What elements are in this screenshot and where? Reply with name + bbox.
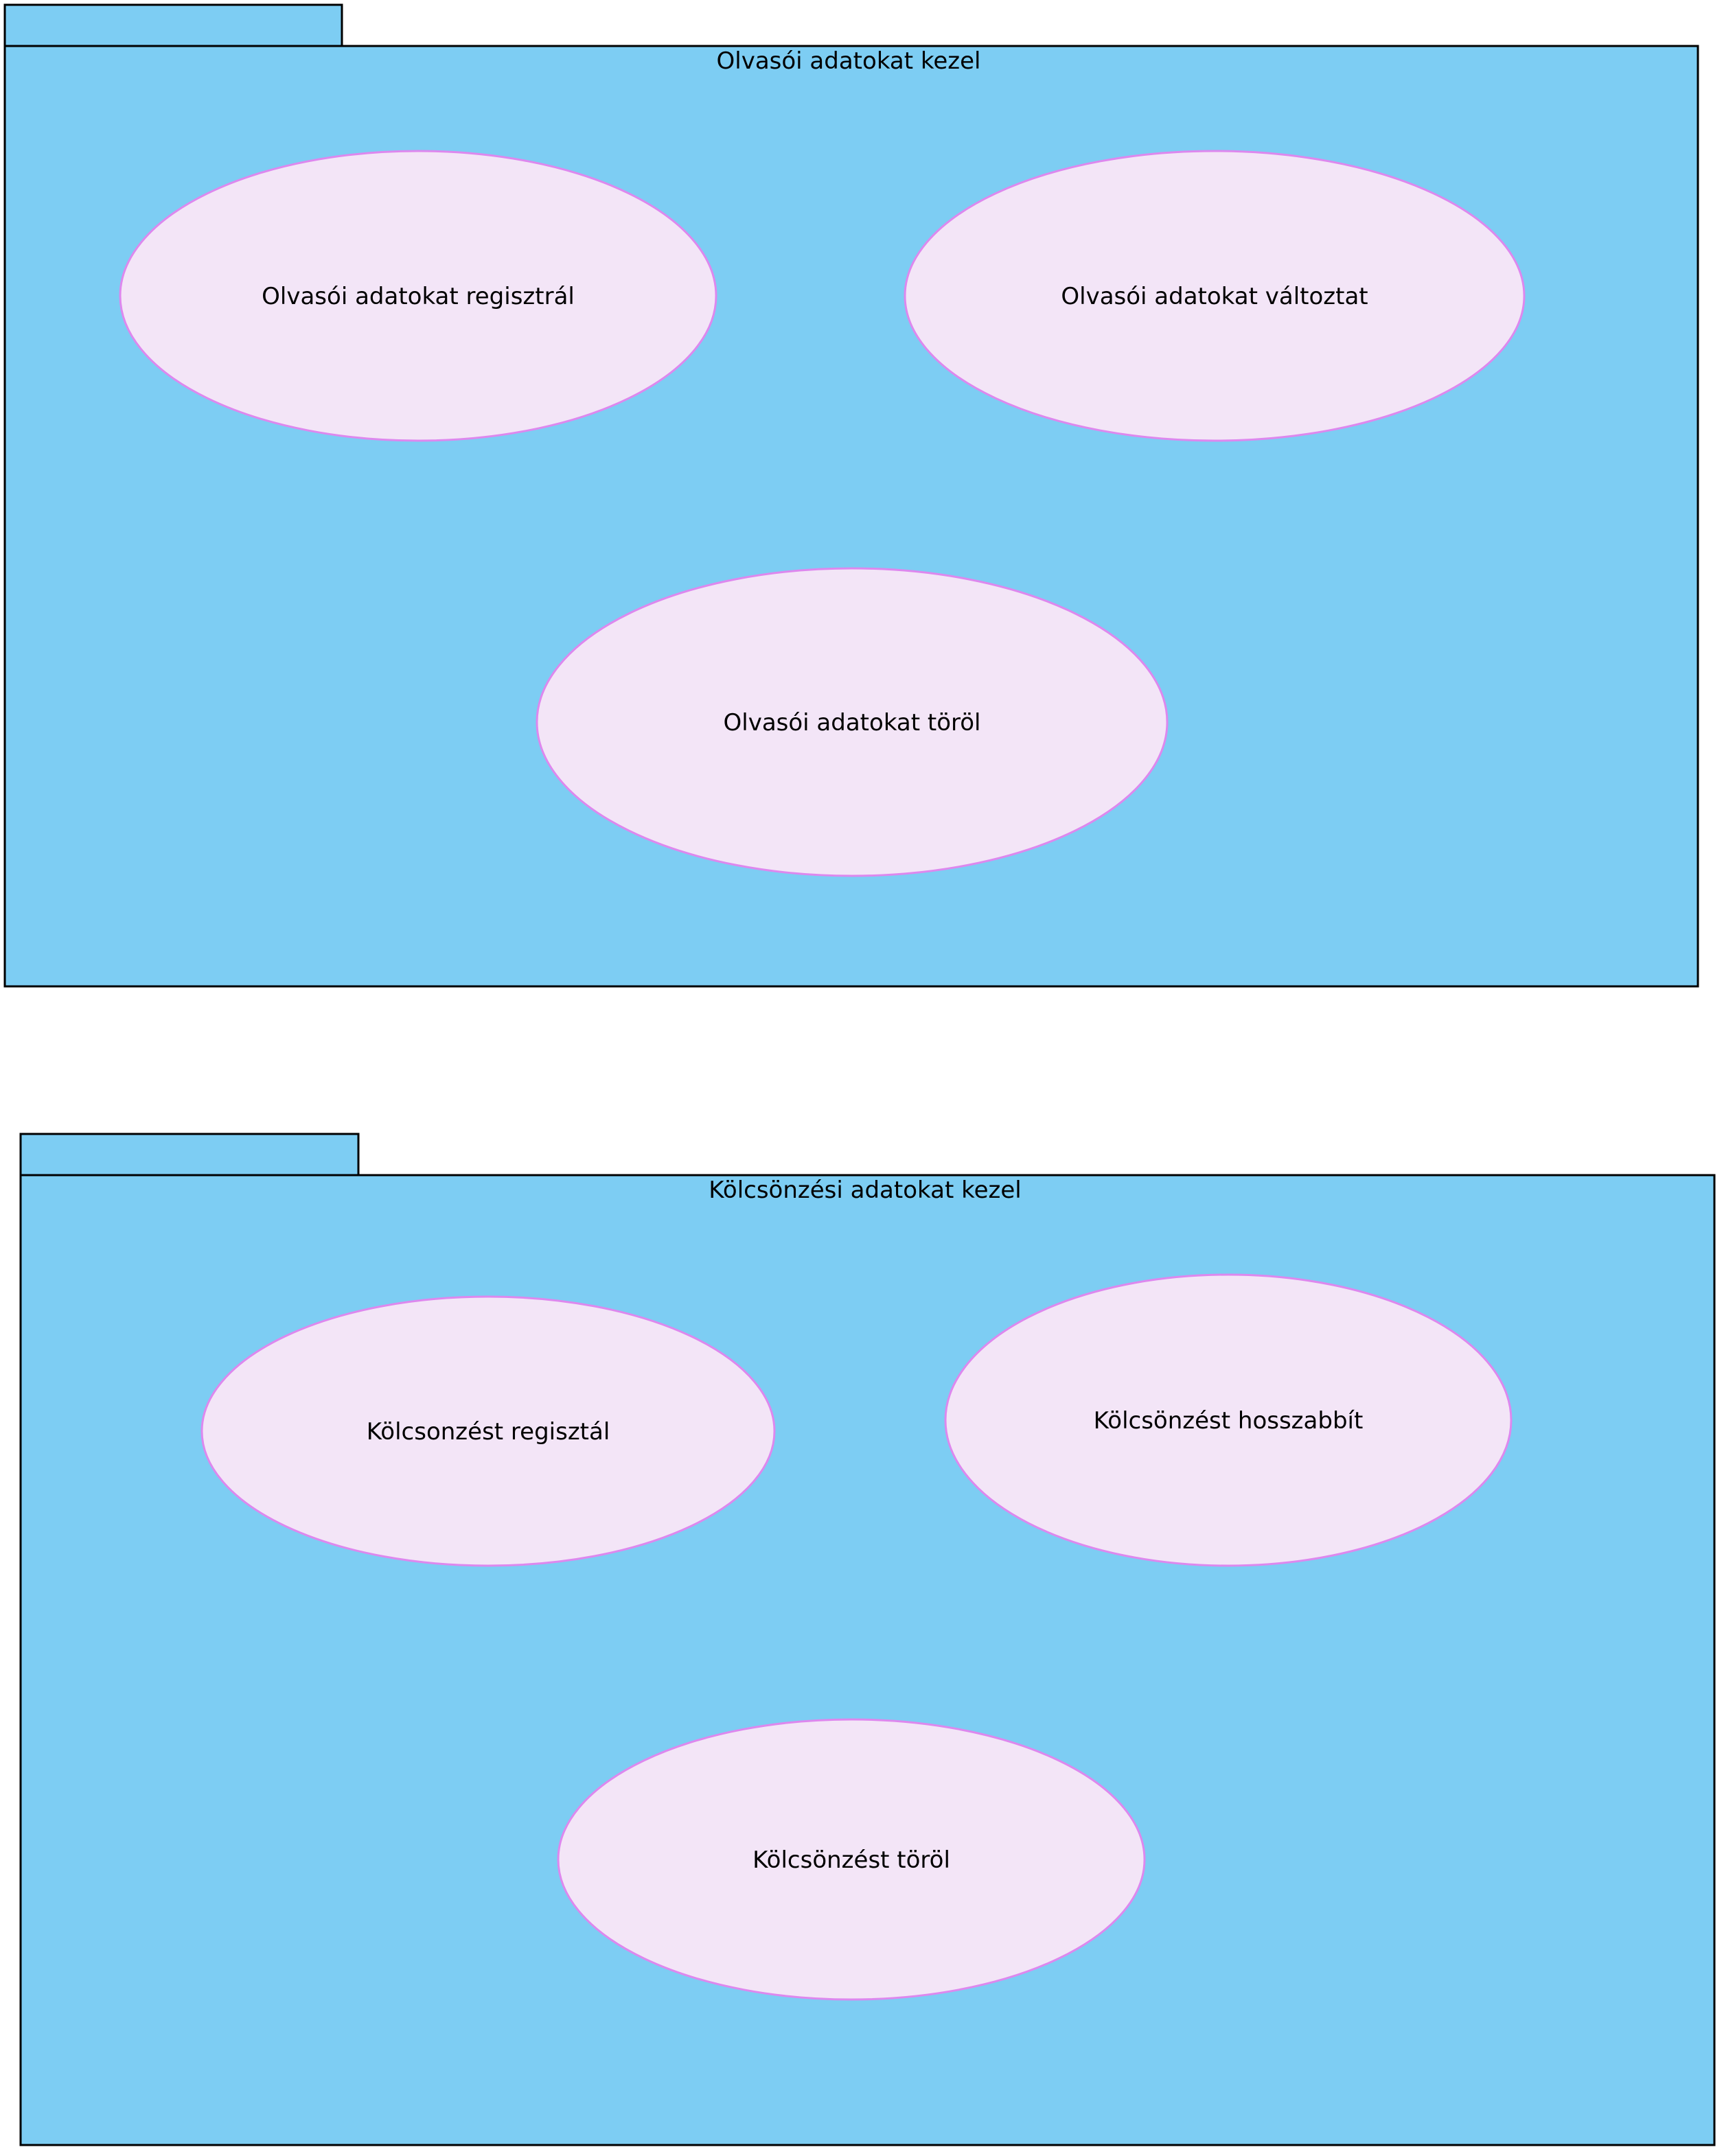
use-case-kolcsonzes-regisztal[interactable] — [202, 1297, 774, 1566]
package-olvasoi-adatok[interactable] — [5, 5, 1698, 986]
package-title: Olvasói adatokat kezel — [716, 47, 981, 75]
use-case-olvasoi-valtoztat[interactable] — [905, 151, 1524, 441]
use-case-label: Kölcsönzést hosszabbít — [1093, 1407, 1364, 1435]
package-tab — [5, 5, 342, 46]
package-kolcsonzesi-adatok[interactable] — [21, 1134, 1714, 2145]
use-case-label: Olvasói adatokat változtat — [1061, 283, 1368, 310]
use-case-kolcsonzes-hosszabbit[interactable] — [945, 1275, 1511, 1566]
use-case-label: Kölcsönzést töröl — [752, 1846, 950, 1874]
use-case-kolcsonzes-torol[interactable] — [558, 1719, 1145, 1999]
use-case-label: Olvasói adatokat töröl — [723, 709, 981, 737]
package-tab — [21, 1134, 358, 1175]
use-case-label: Olvasói adatokat regisztrál — [262, 283, 575, 310]
use-case-olvasoi-torol[interactable] — [537, 568, 1167, 876]
package-title: Kölcsönzési adatokat kezel — [709, 1176, 1022, 1204]
use-case-olvasoi-regisztral[interactable] — [120, 151, 716, 441]
use-case-label: Kölcsonzést regisztál — [366, 1418, 610, 1446]
